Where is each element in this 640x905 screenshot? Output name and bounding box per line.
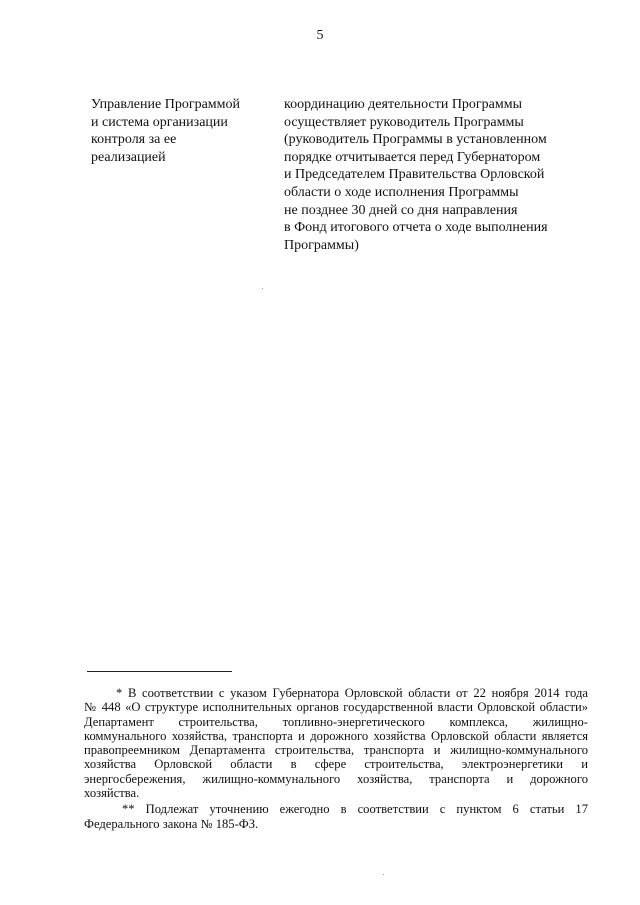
section-content-line: порядке отчитывается перед Губернатором: [284, 149, 541, 165]
footnote-second: [84, 802, 588, 831]
section-content-line: и Председателем Правительства Орловской: [284, 167, 545, 183]
scan-speck: [383, 874, 384, 875]
footnote-first: [84, 686, 588, 800]
footnote-separator: [87, 671, 232, 672]
footnote-line: хозяйства Орловской области в сфере строительства, электроэнергетики и: [84, 757, 588, 772]
section-content-line: в Фонд итогового отчета о ходе выполнения: [284, 220, 548, 236]
footnote-line: хозяйства.: [84, 786, 140, 801]
section-content-line: (руководитель Программы в установленном: [284, 132, 547, 148]
footnote-line: энергосбережения, жилищно-коммунального хозяйства, транспорта и дорожного: [84, 771, 588, 786]
section-name-line: Управление Программой: [91, 97, 240, 112]
footnote-line: * В соответствии с указом Губернатора Орловской области от 22 ноября 2014 года: [116, 686, 588, 700]
page-number: 5: [316, 28, 324, 43]
footnote-line: правопреемником Департамента строительства, транспорта и жилищно-коммунального: [84, 743, 588, 758]
footnotes: [84, 686, 588, 831]
scan-speck: [262, 288, 263, 289]
section-name-line: реализацией: [91, 149, 166, 165]
section-content-line: координацию деятельности Программы: [284, 97, 523, 112]
section-content-line: осуществляет руководитель Программы: [284, 114, 524, 130]
table-cell-section-name: [91, 96, 266, 166]
footnote-line: ** Подлежат уточнению ежегодно в соответствии с пунктом 6 статьи 17: [122, 802, 588, 817]
section-name-line: и система организации: [91, 114, 228, 130]
footnote-line: Федерального закона № 185-ФЗ.: [84, 816, 259, 831]
footnote-line: коммунального хозяйства, транспорта и дорожного хозяйства Орловской области является: [84, 728, 588, 743]
footnote-line: № 448 «О структуре исполнительных органов государственной власти Орловской области»: [84, 700, 588, 715]
section-content-line: не позднее 30 дней со дня направления: [284, 202, 518, 218]
section-name-line: контроля за ее: [91, 132, 177, 147]
table-cell-section-content: [284, 96, 584, 254]
section-content-line: Программы): [284, 237, 359, 253]
section-content-line: области о ходе исполнения Программы: [284, 184, 519, 200]
footnote-line: Департамент строительства, топливно-энергетического комплекса, жилищно-: [84, 714, 588, 729]
